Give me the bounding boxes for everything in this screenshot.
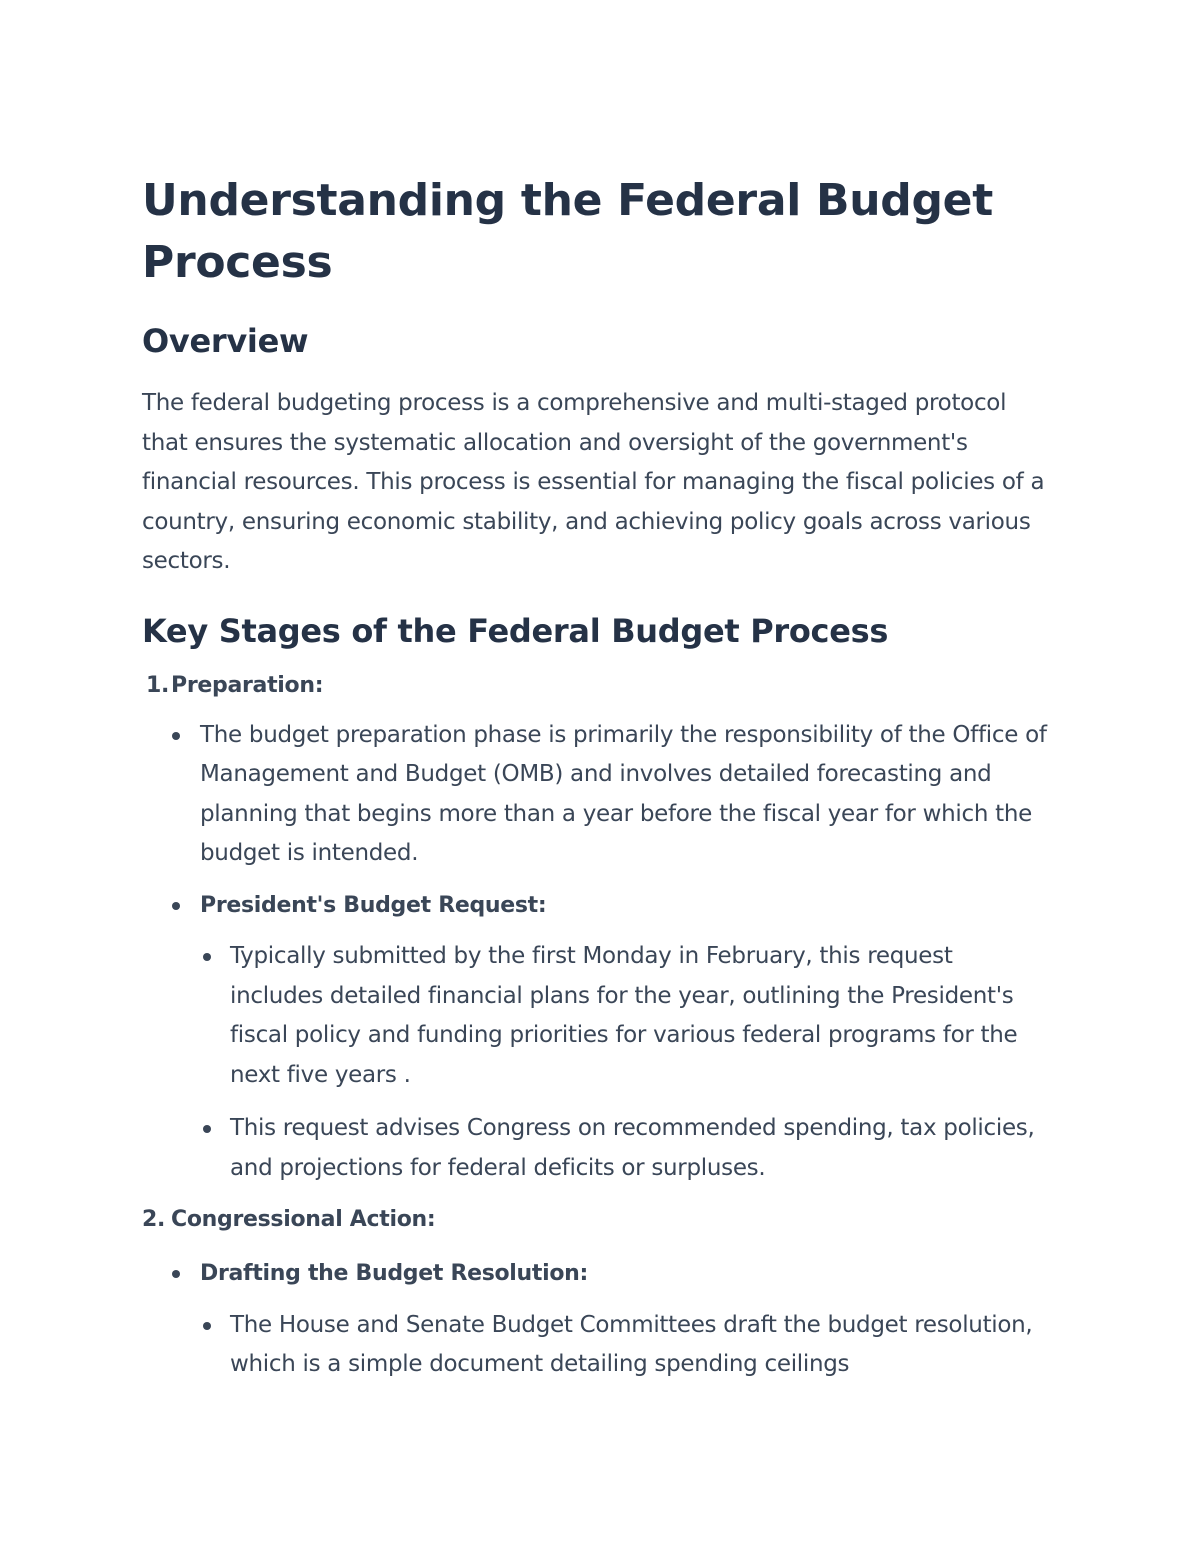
request-title: President's Budget Request: [200, 892, 547, 918]
overview-paragraph: The federal budgeting process is a comprehensive and multi-staged protocol that ensures the systematic allocation and oversight of the government's financial resources. This process is essential for managing the fiscal policies of a country, ensuring economic stability, and achieving policy goals across various sectors. [142, 390, 1045, 574]
list-item [142, 1109, 1052, 1188]
list-item [142, 886, 1052, 926]
bullet-icon [203, 1322, 211, 1330]
request-point: Typically submitted by the first Monday in February, this request includes detailed financial plans for the year, outlining the President's fiscal policy and funding priorities for various federal programs for the next five years . [230, 943, 1018, 1088]
stage-heading [142, 668, 1052, 704]
list-item [142, 716, 1052, 874]
request-sublist [142, 937, 1052, 1188]
bullet-icon [203, 953, 211, 961]
stage-number: 2. [142, 1207, 166, 1232]
resolution-sublist-container [142, 1306, 1052, 1385]
bullet-icon [172, 902, 180, 910]
stage-item-congressional-action [142, 1202, 1052, 1385]
bullet-icon [203, 1125, 211, 1133]
bullet-icon [172, 1270, 180, 1278]
preparation-text: The budget preparation phase is primarily the responsibility of the Office of Management and Budget (OMB) and involves detailed forecasting and planning that begins more than a year before the fiscal year for which the budget is intended. [200, 721, 1047, 866]
list-item [142, 937, 1052, 1095]
key-stages-heading: Key Stages of the Federal Budget Process [142, 611, 889, 650]
overview-heading: Overview [142, 322, 309, 360]
list-item [142, 1254, 1052, 1294]
stage-title: Congressional Action: [171, 1207, 436, 1232]
list-item [142, 1306, 1052, 1385]
stage-heading [142, 1202, 1052, 1238]
resolution-point: The House and Senate Budget Committees draft the budget resolution, which is a simple document detailing spending ceilings [230, 1311, 1033, 1377]
document-page [142, 170, 1052, 1385]
congressional-bullets [142, 1254, 1052, 1385]
stage-item-preparation [142, 668, 1052, 1189]
resolution-title: Drafting the Budget Resolution: [200, 1261, 589, 1286]
request-point: This request advises Congress on recommended spending, tax policies, and projections for federal deficits or surpluses. [230, 1115, 1035, 1181]
page-title: Understanding the Federal Budget Process [142, 175, 993, 288]
preparation-bullets [142, 716, 1052, 1189]
stage-title: Preparation: [171, 672, 324, 698]
resolution-sublist [142, 1306, 1052, 1385]
bullet-icon [172, 732, 180, 740]
stages-list [142, 668, 1052, 1385]
stage-number: 1. [146, 672, 170, 698]
request-sublist-container [142, 937, 1052, 1188]
